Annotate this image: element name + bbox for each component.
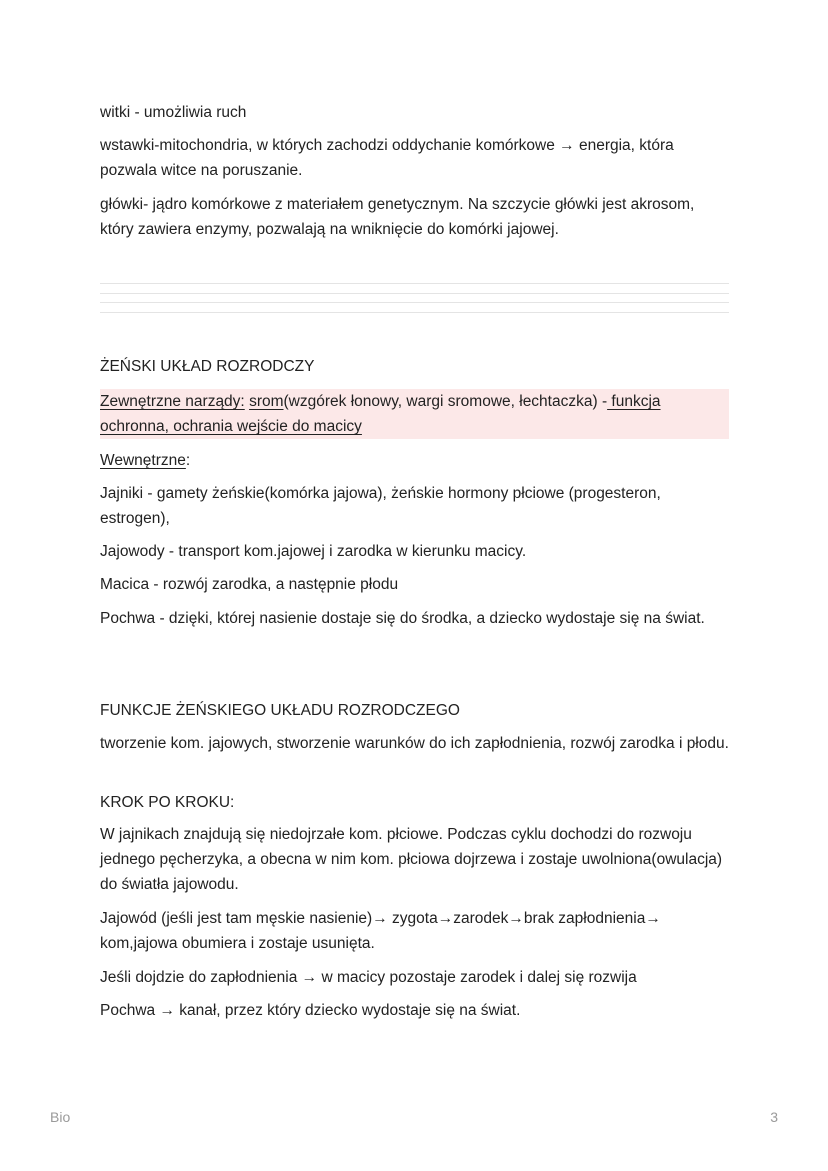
step-vagina-text: Pochwa → kanał, przez który dziecko wydostaje się na świat. (100, 1002, 521, 1019)
pochwa-text: Pochwa - dzięki, której nasienie dostaje się do środka, a dziecko wydostaje się na świat. (100, 610, 705, 627)
external-organs-text (100, 389, 725, 439)
wstawki-text: wstawki-mitochondria, w których zachodzi oddychanie komórkowe → energia, która pozwala witce na poruszanie. (100, 137, 674, 179)
srom-term: srom (249, 393, 284, 410)
internal-colon: : (185, 452, 191, 469)
section-heading-functions: FUNKCJE ŻEŃSKIEGO UKŁADU ROZRODCZEGO (100, 702, 460, 719)
witki-text: witki - umożliwia ruch (100, 104, 247, 121)
internal-label: Wewnętrzne (100, 452, 186, 469)
jajowody-text: Jajowody - transport kom.jajowej i zarodka w kierunku macicy. (100, 543, 527, 560)
internal-label-line (100, 448, 730, 473)
external-function-a: funkcja (607, 393, 661, 410)
footer-subject: Bio (50, 1109, 71, 1125)
step-ovaries-text: W jajnikach znajdują się niedojrzałe kom. płciowe. Podczas cyklu dochodzi do rozwoju jednego pęcherzyka, a obecna w nim kom. płciowa dojrzewa i zostaje uwolniona(owulacja) do światła jajowodu. (100, 826, 723, 893)
divider-line (100, 302, 729, 303)
macica-text: Macica - rozwój zarodka, a następnie płodu (100, 576, 399, 593)
divider-line (100, 312, 729, 313)
section-heading-female-system: ŻEŃSKI UKŁAD ROZRODCZY (100, 358, 315, 375)
step-by-step-heading: KROK PO KROKU: (100, 794, 235, 811)
external-label: Zewnętrzne narządy: (100, 393, 245, 410)
srom-detail: (wzgórek łonowy, wargi sromowe, łechtaczka) - (283, 393, 608, 410)
glowki-text: główki- jądro komórkowe z materiałem genetycznym. Na szczycie główki jest akrosom, który zawiera enzymy, pozwalają na wniknięcie do komórki jajowej. (100, 196, 695, 238)
external-function-b: ochronna, ochrania wejście do macicy (100, 418, 362, 435)
divider-line (100, 293, 729, 294)
functions-intro-text: tworzenie kom. jajowych, stworzenie warunków do ich zapłodnienia, rozwój zarodka i płodu. (100, 735, 729, 752)
divider-line (100, 283, 729, 284)
step-oviduct-text: Jajowód (jeśli jest tam męskie nasienie)→ zygota→zarodek→brak zapłodnienia→ kom,jajowa obumiera i zostaje usunięta. (100, 910, 661, 952)
page-number: 3 (770, 1109, 778, 1125)
jajniki-text: Jajniki - gamety żeńskie(komórka jajowa), żeńskie hormony płciowe (progesteron, estrogen), (100, 485, 661, 527)
step-fertilization-text: Jeśli dojdzie do zapłodnienia → w macicy pozostaje zarodek i dalej się rozwija (100, 969, 637, 986)
